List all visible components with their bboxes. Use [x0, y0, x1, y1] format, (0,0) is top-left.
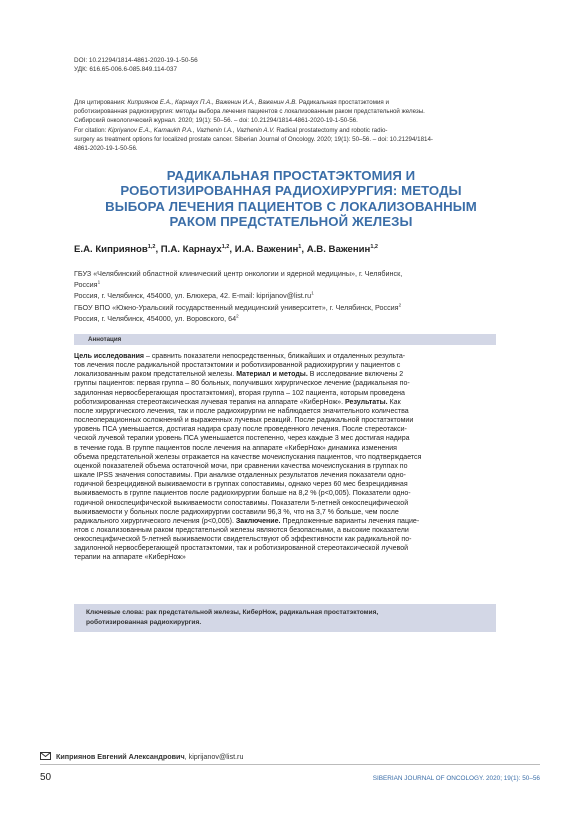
- citation-block: [74, 98, 524, 153]
- author-name: Е.А. Киприянов: [74, 244, 148, 255]
- abstract-line: после хирургического лечения, так и после радиохирургии не наблюдается значительного количества: [74, 407, 409, 415]
- abstract-line: годичной онкоспецифической выживаемости сопоставимы. Показатели 5-летней онкоспецифической: [74, 499, 409, 507]
- abstract-line: тов лечения после радикальной простатэктомии и роботизированной радиохирургии у пациентов с: [74, 362, 401, 370]
- abstract-line: шкале IPSS значения сопоставимы. При анализе отдаленных результатов лечения показатели одно-: [74, 472, 406, 480]
- abstract-line: локализованным раком предстательной железы.: [74, 371, 237, 379]
- abstract-line: В исследование включены 2: [307, 371, 404, 379]
- abstract-line: уровень ПСА уменьшается, достигая надира сразу после проведенного лечения. После стереотакси-: [74, 426, 407, 434]
- citation-en-text: Radical prostatectomy and robotic radio-: [274, 126, 388, 134]
- keywords-text: [86, 608, 486, 627]
- abstract-line: ческой лучевой терапии уровень ПСА уменьшается постепенно, через каждые 3 мес достигая надира: [74, 435, 410, 443]
- author-name: И.А. Важенин: [234, 244, 299, 255]
- abstract-text: [74, 352, 504, 563]
- affiliation-mark: 2: [398, 302, 402, 308]
- author-separator: ,: [301, 244, 307, 255]
- abstract-section-label: Материал и методы.: [236, 371, 308, 379]
- affiliation-mark: 2: [236, 313, 239, 319]
- abstract-line: Как: [387, 398, 401, 406]
- abstract-section-label: Результаты.: [345, 398, 388, 406]
- affiliation-address: Россия, г. Челябинск, 454000, ул. Воровского, 64: [74, 313, 237, 323]
- title-line: ВЫБОРА ЛЕЧЕНИЯ ПАЦИЕНТОВ С ЛОКАЛИЗОВАННЫМ: [105, 198, 477, 214]
- affiliation-address: Россия, г. Челябинск, 454000, ул. Блюхера, 42. E-mail: kiprijanov@list.ru: [74, 291, 312, 301]
- citation-ru-authors: Киприянов Е.А., Карнаух П.А., Важенин И.А., Важенин А.В.: [127, 99, 298, 106]
- title-line: РАКОМ ПРЕДСТАТЕЛЬНОЙ ЖЕЛЕЗЫ: [169, 214, 413, 230]
- citation-en-prefix: For citation:: [74, 126, 109, 134]
- envelope-icon: [40, 752, 51, 760]
- abstract-line: послеоперационных осложнений и выраженных лучевых реакций. После радикальной простатэктомии: [74, 417, 414, 425]
- citation-ru-line: Сибирский онкологический журнал. 2020; 19(1): 50–56. – doi: 10.21294/1814-4861-2020-19-1-50-56.: [74, 117, 358, 125]
- title-line: РОБОТИЗИРОВАННАЯ РАДИОХИРУРГИЯ: МЕТОДЫ: [120, 183, 462, 199]
- author-affiliation-mark: 1,2: [370, 243, 378, 250]
- article-title: [74, 168, 508, 230]
- keywords-line: роботизированная радиохирургия.: [86, 618, 202, 626]
- abstract-line: в течение года. В группе пациентов после лечения на аппарате «КиберНож» динамика изменения: [74, 444, 397, 452]
- citation-ru-text: Радикальная простатэктомия и: [297, 99, 389, 106]
- abstract-line: объема предстательной железы отражается на качестве мочеиспускания пациентов, что подтверждается: [74, 453, 422, 461]
- affiliation-line: ГБУЗ «Челябинский областной клинический центр онкологии и ядерной медицины», г. Челябинск,: [74, 269, 403, 278]
- author-separator: ,: [155, 244, 161, 255]
- annotation-heading: Аннотация: [88, 336, 122, 343]
- annotation-header-bar: [74, 334, 496, 345]
- citation-en-line: surgery as treatment options for localized prostate cancer. Siberian Journal of Oncology. 2020; 19(1): 50–56. – doi: 10.21294/1814-: [74, 135, 433, 143]
- abstract-line: группы пациентов: первая группа – 80 больных, получивших хирургическое лечение (радикальная по-: [74, 380, 410, 388]
- abstract-line: выживаемость в группе пациентов после радиохирургии больше на 8,2 % (p<0,005). Показатели одно-: [74, 490, 411, 498]
- journal-footer: SIBERIAN JOURNAL OF ONCOLOGY. 2020; 19(1): 50–56: [372, 775, 540, 782]
- citation-ru-prefix: Для цитирования:: [74, 99, 128, 106]
- abstract-line: терапии на аппарате «КиберНож»: [74, 554, 186, 562]
- author-affiliation-mark: 1,2: [221, 243, 230, 250]
- affiliation-mark: 1: [311, 291, 314, 297]
- abstract-section-label: Цель исследования: [74, 353, 145, 360]
- author-name: А.В. Важенин: [306, 244, 371, 255]
- citation-ru-line: роботизированная радиохирургия: методы выбора лечения пациентов с локализованным раком предстательной железы.: [74, 108, 425, 116]
- abstract-line: онкоспецифической 5-летней выживаемости свидетельствуют об эффективности как радикальной по-: [74, 536, 412, 544]
- affiliation-line: ГБОУ ВПО «Южно-Уральский государственный медицинский университет», г. Челябинск, Россия: [74, 302, 399, 312]
- author-name: П.А. Карнаух: [160, 244, 222, 255]
- article-meta: [74, 56, 198, 74]
- citation-en-authors: Kipriyanov E.A., Karnaukh P.A., Vazhenin I.A., Vazhenin A.V.: [108, 126, 275, 134]
- abstract-line: оценкой показателей объема остаточной мочи, при сравнении качества мочеиспускания в группах по: [74, 462, 408, 470]
- abstract-line: Предложенные варианты лечения пацие-: [280, 517, 420, 525]
- abstract-line: нтов с локализованным раком предстательной железы являются безопасными, а высокие показатели: [74, 526, 409, 534]
- citation-en-line: 4861-2020-19-1-50-56.: [74, 145, 138, 153]
- author-separator: ,: [229, 244, 235, 255]
- correspondence: [40, 752, 243, 761]
- abstract-line: годичной безрецидивной выживаемости в группах сопоставимы, однако через 60 мес безрецидивная: [74, 481, 408, 489]
- title-line: РАДИКАЛЬНАЯ ПРОСТАТЭКТОМИЯ И: [166, 168, 416, 183]
- keywords-line: Ключевые слова: рак предстательной железы, КиберНож, радикальная простатэктомия,: [86, 609, 379, 616]
- correspondence-email[interactable]: , kiprijanov@list.ru: [184, 752, 244, 761]
- author-affiliation-mark: 1: [298, 243, 302, 250]
- affiliations: [74, 268, 504, 324]
- page-number: 50: [40, 772, 52, 783]
- footer-divider: [40, 764, 540, 765]
- author-affiliation-mark: 1,2: [147, 243, 156, 250]
- abstract-section-label: Заключение.: [235, 517, 281, 525]
- affiliation-mark: 1: [97, 279, 101, 285]
- abstract-line: роботизированная стереотаксическая лучевая терапия на аппарате «КиберНож».: [74, 398, 345, 406]
- doi-text: DOI: 10.21294/1814-4861-2020-19-1-50-56: [74, 57, 198, 64]
- abstract-line: задилонная нервосберегающая простатэктомия), вторая группа – 102 пациента, которым проведена: [74, 389, 405, 397]
- abstract-line: – сравнить показатели непосредственных, ближайших и отдаленных результа-: [144, 353, 406, 360]
- correspondence-name: Киприянов Евгений Александрович: [56, 752, 185, 761]
- authors-list: [74, 244, 504, 255]
- abstract-line: выживаемости у больных после радиохирургии составили 96,3 %, что на 3,7 % больше, чем после: [74, 508, 399, 516]
- abstract-line: задилонной нервосберегающей простатэктомии, так и роботизированной стереотаксической лучевой: [74, 545, 409, 553]
- abstract-line: радикального хирургического лечения (p<0,005).: [74, 517, 236, 525]
- udk-text: УДК: 616.65-006.6-085.849.114-037: [74, 66, 178, 73]
- affiliation-line: Россия: [74, 280, 98, 290]
